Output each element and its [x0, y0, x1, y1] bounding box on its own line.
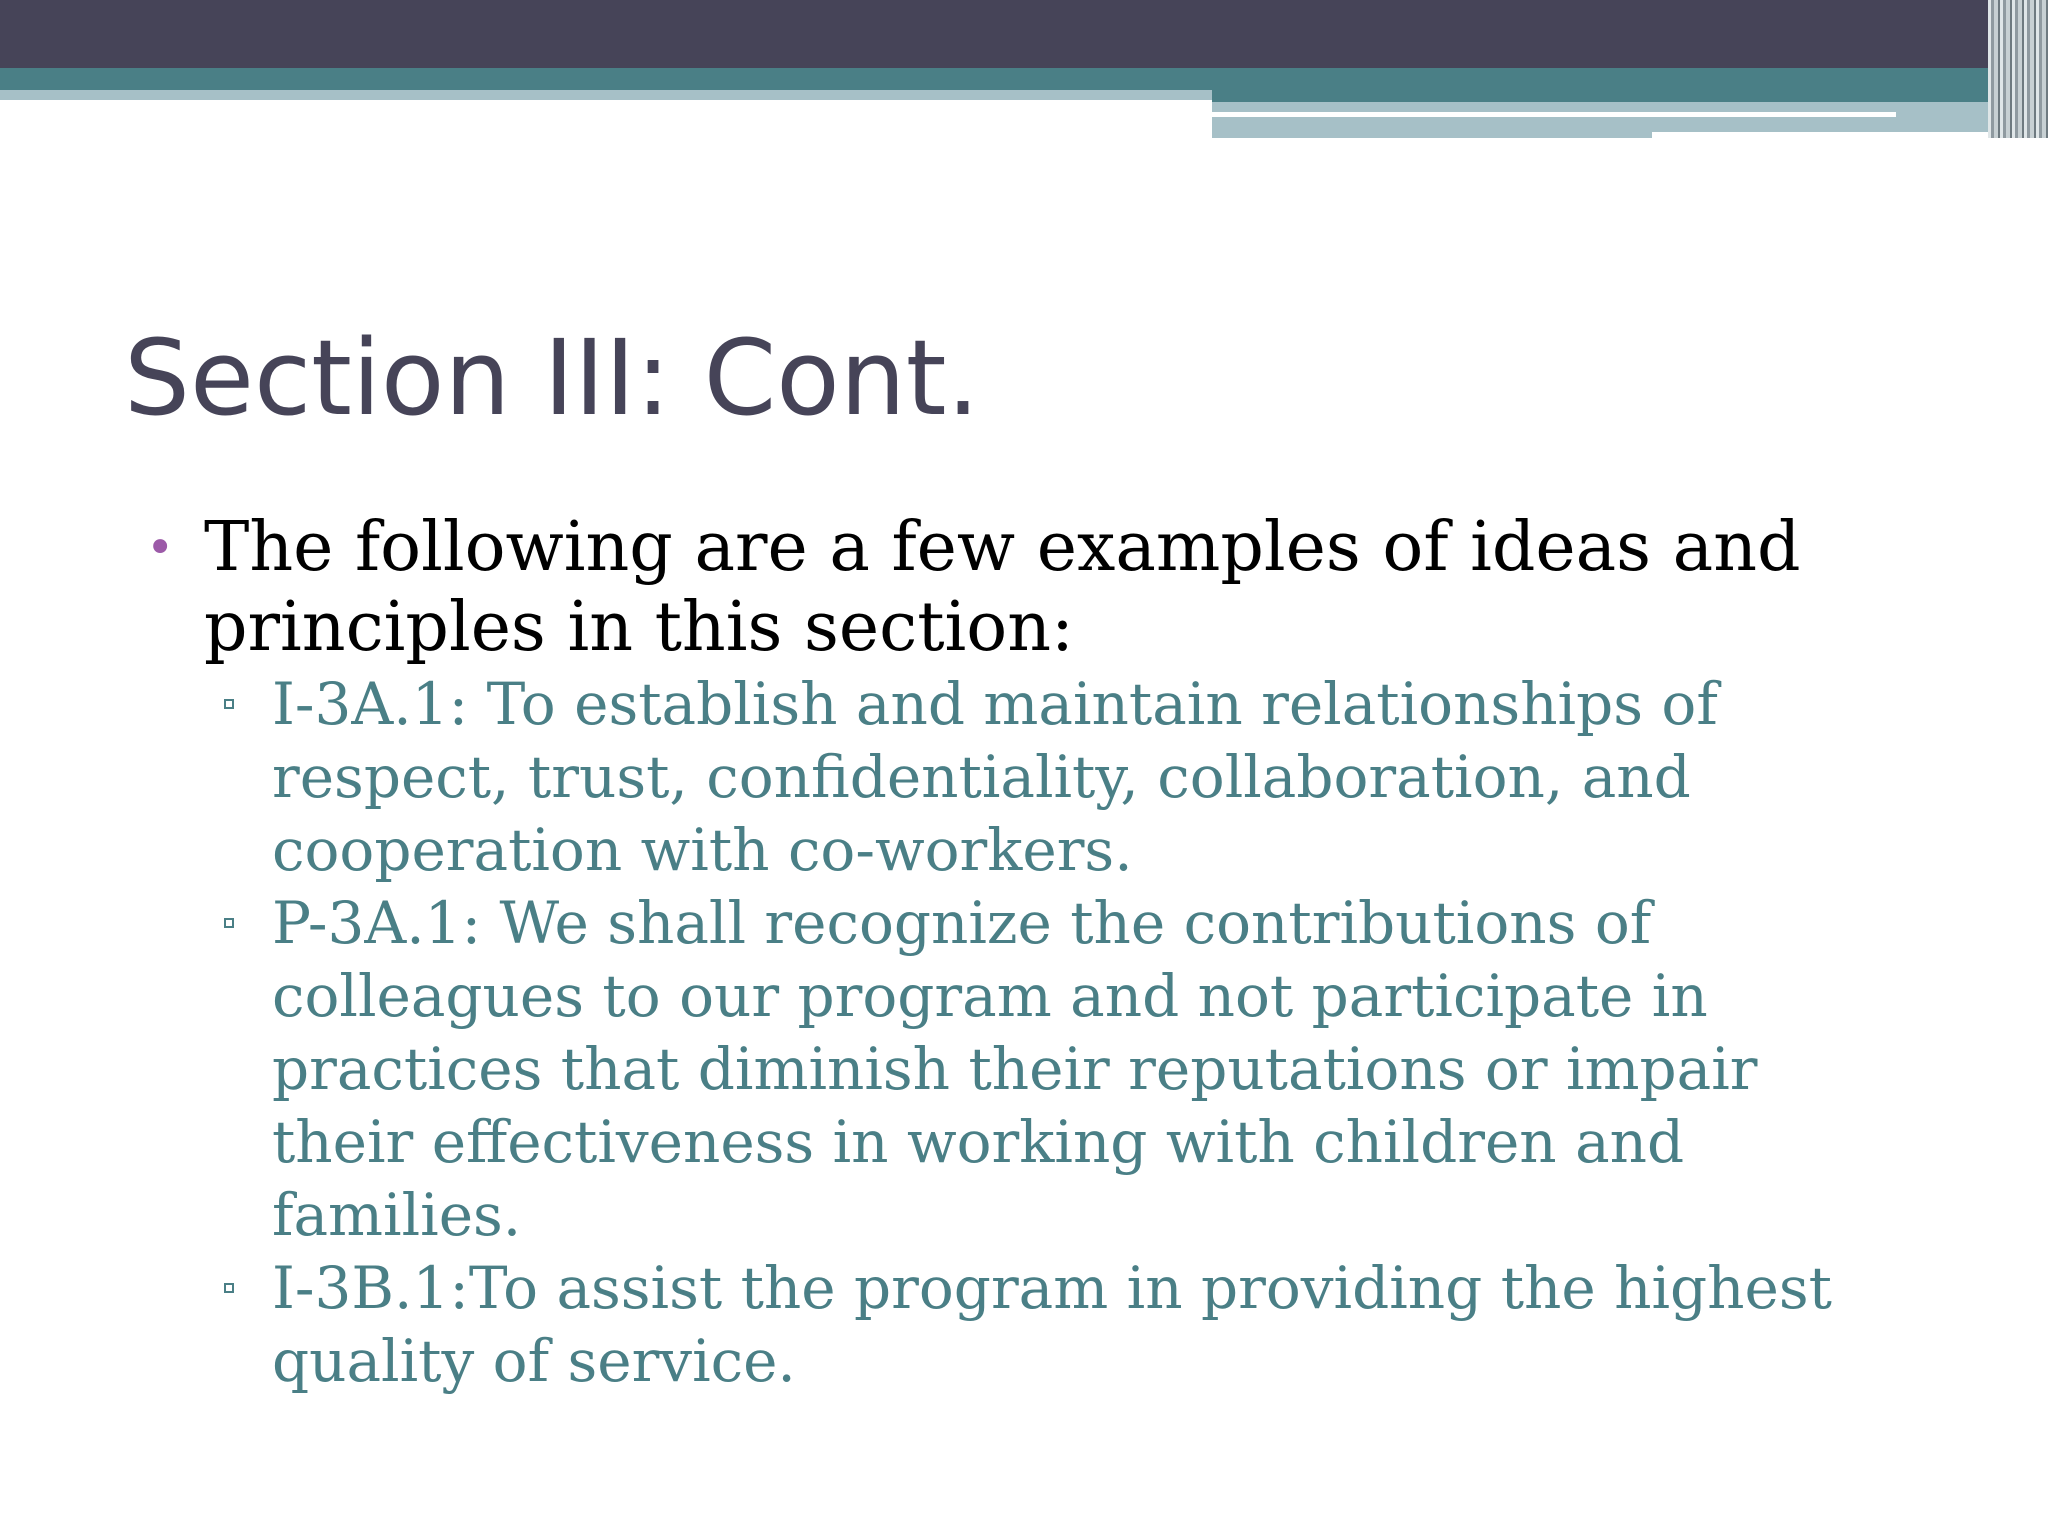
slide-title: Section III: Cont.: [124, 317, 980, 439]
sub-bullet-text: I-3A.1: To establish and maintain relationships of respect, trust, confidentiality, collaboration, and cooperation with co-workers.: [272, 670, 1718, 884]
bullet-dot-icon: •: [146, 520, 175, 576]
header-white-line: [1212, 112, 1896, 117]
slide-body: [146, 508, 1906, 1398]
square-bullet-icon: [224, 699, 234, 709]
square-bullet-icon: [224, 918, 234, 928]
sub-bullet-list: [146, 668, 1906, 1398]
sub-bullet-item: [146, 1252, 1906, 1398]
sub-bullet-item: [146, 668, 1906, 887]
header-band-light-left: [0, 90, 1212, 100]
sub-bullet-text: I-3B.1:To assist the program in providing the highest quality of service.: [272, 1254, 1832, 1395]
intro-text: The following are a few examples of ideas and principles in this section:: [204, 508, 1801, 667]
bullet-item-intro: [146, 508, 1906, 668]
header-band-teal: [0, 68, 2048, 90]
square-bullet-icon: [224, 1283, 234, 1293]
header-stripes-decoration: [1988, 0, 2048, 138]
sub-bullet-text: P-3A.1: We shall recognize the contributions of colleagues to our program and not participate in practices that diminish their reputations or impair their effectiveness in working with children and families.: [272, 889, 1758, 1249]
sub-bullet-item: [146, 887, 1906, 1252]
header-band-teal-right: [1212, 90, 2048, 102]
header-band-dark: [0, 0, 2048, 68]
